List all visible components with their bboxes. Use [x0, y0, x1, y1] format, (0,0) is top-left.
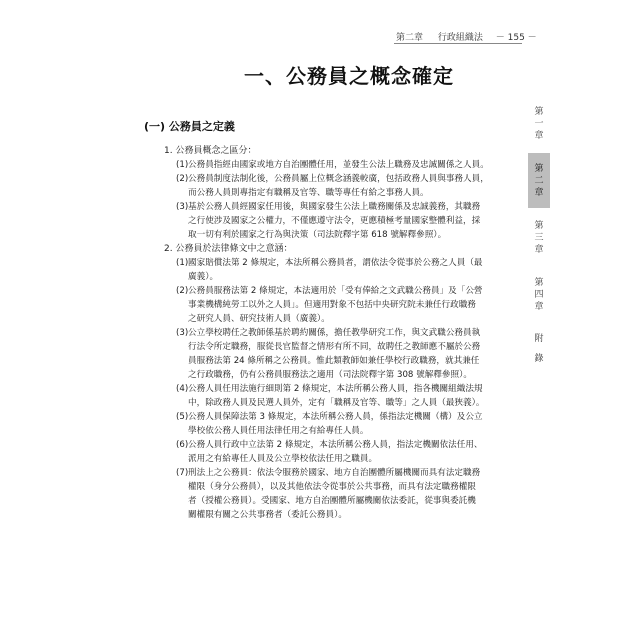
item-number: (2)	[176, 286, 189, 296]
item-number: (1)	[176, 160, 189, 170]
definition-groups	[144, 144, 520, 522]
definition-group	[164, 144, 520, 242]
list-item	[176, 466, 520, 522]
item-text-line: 事業機構純勞工以外之人員」。但適用對象不包括中央研究院未兼任行政職務	[188, 300, 476, 310]
running-header	[396, 30, 537, 43]
item-text-line: 基於公務人員經國家任用後，與國家發生公法上職務關係及忠誠義務，其職務	[188, 202, 481, 212]
item-number: (4)	[176, 384, 189, 394]
chapter-tab-4[interactable]	[528, 267, 550, 322]
item-number: (2)	[176, 174, 189, 184]
chapter-tab-char: 四	[534, 289, 544, 300]
chapter-tab-5[interactable]	[528, 324, 550, 374]
list-item	[176, 326, 520, 382]
item-text-line: 公務員制度法制化後，公務員屬上位概念涵義較廣，包括政務人員與事務人員，	[188, 174, 489, 184]
item-text-line: 而公務人員則專指定有職稱及官等、職等專任有給之事務人員。	[188, 188, 429, 198]
item-text-line: 公立學校聘任之教師係基於聘約關係，擔任教學研究工作，與文武職公務員執	[188, 328, 481, 338]
chapter-tab-char: 第	[534, 220, 544, 231]
item-text-line: 權限（身分公務員），以及其他依法令從事於公共事務，而具有法定職務權限	[188, 482, 476, 492]
list-item	[176, 382, 520, 410]
item-number: (3)	[176, 328, 189, 338]
item-number: (5)	[176, 412, 189, 422]
item-text-line: 之行使涉及國家之公權力，不僅應遵守法令，更應積極考量國家整體利益，採	[188, 216, 481, 226]
item-text-line: 公務人員保障法第 3 條規定，本法所稱公務人員，係指法定機關（構）及公立	[188, 412, 483, 422]
section-heading: (一) 公務員之定義	[144, 120, 235, 133]
item-text-line: 廣義）。	[188, 272, 219, 282]
list-item	[176, 200, 520, 242]
list-item	[176, 438, 520, 466]
item-text-line: 公務員指經由國家或地方自治團體任用，並發生公法上職務及忠誠關係之人員。	[188, 160, 489, 170]
chapter-tab-char: 章	[534, 130, 544, 141]
item-text-line: 公務人員任用法施行細則第 2 條規定，本法所稱公務人員，指各機關組織法規	[188, 384, 483, 394]
item-number: (1)	[176, 258, 189, 268]
group-title: 2. 公務員於法律條文中之意涵：	[164, 244, 293, 254]
chapter-tab-char: 二	[534, 175, 544, 186]
page-title: 一、公務員之概念確定	[244, 64, 454, 88]
item-text-line: 員服務法第 24 條所稱之公務員。惟此類教師如兼任學校行政職務，就其兼任	[188, 356, 480, 366]
chapter-tab-char: 一	[534, 118, 544, 129]
main-content	[144, 118, 520, 522]
list-item	[176, 172, 520, 200]
list-item	[176, 284, 520, 326]
item-text-line: 公務人員行政中立法第 2 條規定，本法所稱公務人員，指法定機關依法任用、	[188, 440, 483, 450]
list-item	[176, 410, 520, 438]
item-text-line: 派用之有給專任人員及公立學校依法任用之職員。	[188, 454, 378, 464]
chapter-tab-char: 錄	[534, 354, 544, 364]
chapter-tab-char: 章	[534, 301, 544, 312]
item-number: (6)	[176, 440, 189, 450]
item-number: (3)	[176, 202, 189, 212]
page-number: － 155 －	[495, 33, 537, 43]
chapter-tab-char: 章	[534, 187, 544, 198]
item-text-line: 中，除政務人員及民選人員外，定有「職稱及官等、職等」之人員（最狹義）。	[188, 398, 485, 408]
chapter-tab-char: 章	[534, 244, 544, 255]
list-item	[176, 256, 520, 284]
definition-group	[164, 242, 520, 522]
item-text-line: 取一切有利於國家之行為與決策（司法院釋字第 618 號解釋參照）。	[188, 230, 447, 240]
chapter-tab-char: 第	[534, 163, 544, 174]
item-number: (7)	[176, 468, 189, 478]
item-text-line: 關權限有關之公共事務者（委託公務員）。	[188, 510, 347, 520]
item-text-line: 之行政職務，仍有公務員服務法之適用（司法院釋字第 308 號解釋參照）。	[188, 370, 472, 380]
chapter-tab-1[interactable]	[528, 96, 550, 151]
item-text-line: 行法令所定職務，服從長官監督之情形有所不同，故聘任之教師應不屬於公務	[188, 342, 481, 352]
chapter-tab-char: 附	[534, 334, 544, 344]
item-text-line: 學校依公務人員任用法律任用之有給專任人員。	[188, 426, 369, 436]
header-rule	[394, 43, 522, 44]
item-text-line: 之研究人員、研究技術人員（廣義）。	[188, 314, 330, 324]
chapter-tab-char: 第	[534, 106, 544, 117]
chapter-tab-char: 第	[534, 277, 544, 288]
group-title: 1. 公務員概念之區分：	[164, 146, 257, 156]
chapter-tab-2[interactable]	[528, 153, 550, 208]
chapter-tab-char: 三	[534, 232, 544, 243]
header-chapter: 第二章	[396, 33, 424, 43]
list-item	[176, 158, 520, 172]
item-text-line: 刑法上之公務員：依法令服務於國家、地方自治團體所屬機關而具有法定職務	[188, 468, 481, 478]
item-text-line: 國家賠償法第 2 條規定，本法所稱公務員者，謂依法令從事於公務之人員（最	[188, 258, 483, 268]
chapter-tab-3[interactable]	[528, 210, 550, 265]
header-section: 行政組織法	[437, 33, 483, 43]
item-text-line: 公務員服務法第 2 條規定，本法適用於「受有俸給之文武職公務員」及「公營	[188, 286, 483, 296]
item-text-line: 者（授權公務員）。受國家、地方自治團體所屬機關依法委託，從事與委託機	[188, 496, 476, 506]
